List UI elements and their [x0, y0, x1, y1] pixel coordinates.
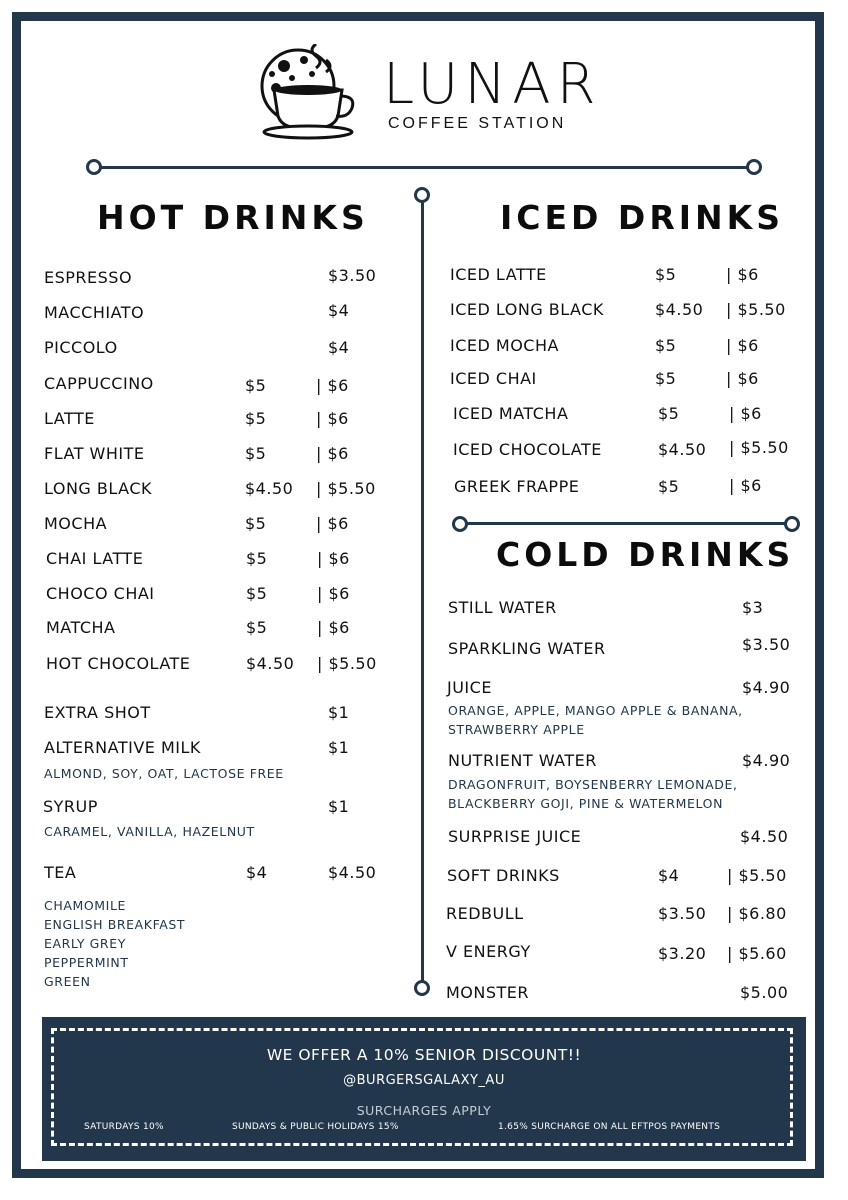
- menu-item-options: DRAGONFRUIT, BOYSENBERRY LEMONADE, BLACKBERRY GOJI, PINE & WATERMELON: [448, 777, 738, 811]
- menu-item-price: $4: [328, 338, 350, 357]
- menu-item-large-price: | $6: [729, 476, 762, 495]
- divider-dot: [452, 516, 468, 532]
- menu-item-small-price: $4: [658, 866, 680, 885]
- menu-item-name: CHOCO CHAI: [46, 584, 155, 603]
- menu-item-options: CARAMEL, VANILLA, HAZELNUT: [44, 824, 255, 839]
- menu-item-small-price: $5: [655, 265, 677, 284]
- tea-variety: GREEN: [44, 974, 91, 989]
- menu-item-small-price: $5: [245, 444, 267, 463]
- menu-item-name: CHAI LATTE: [46, 549, 144, 568]
- menu-item-options: ALMOND, SOY, OAT, LACTOSE FREE: [44, 766, 284, 781]
- menu-item-name: MACCHIATO: [44, 303, 145, 322]
- menu-item-large-price: | $6: [317, 584, 350, 603]
- menu-item-name: STILL WATER: [448, 598, 557, 617]
- menu-item-small-price: $5: [655, 336, 677, 355]
- menu-item-large-price: | $5.50: [729, 438, 789, 457]
- menu-item-name: MOCHA: [44, 514, 108, 533]
- menu-item-name: SYRUP: [43, 797, 98, 816]
- menu-item-large-price: | $6: [316, 409, 349, 428]
- menu-item-name: ALTERNATIVE MILK: [44, 738, 201, 757]
- surcharge-saturdays: SATURDAYS 10%: [84, 1122, 164, 1132]
- menu-item-large-price: | $6: [729, 404, 762, 423]
- menu-item-price: $3.50: [742, 635, 791, 654]
- menu-item-price: $3: [742, 598, 764, 617]
- menu-item-name: SURPRISE JUICE: [448, 827, 582, 846]
- menu-item-large-price: | $5.50: [317, 654, 377, 673]
- menu-item-small-price: $5: [246, 584, 268, 603]
- iced-drinks-heading: ICED DRINKS: [500, 198, 784, 237]
- divider-dot: [86, 159, 102, 175]
- brand-subtitle: COFFEE STATION: [388, 115, 567, 132]
- tea-variety: EARLY GREY: [44, 936, 126, 951]
- surcharge-title: SURCHARGES APPLY: [356, 1103, 492, 1118]
- vertical-divider: [421, 196, 424, 986]
- menu-item-small-price: $3.20: [658, 944, 707, 963]
- tea-variety: PEPPERMINT: [44, 955, 129, 970]
- menu-item-small-price: $3.50: [658, 904, 707, 923]
- top-divider: [96, 166, 754, 169]
- cold-drinks-heading: COLD DRINKS: [496, 535, 795, 574]
- menu-item-small-price: $4.50: [658, 440, 707, 459]
- menu-item-small-price: $5: [658, 477, 680, 496]
- brand-title: LUNAR: [383, 52, 602, 117]
- info-banner: [42, 1017, 806, 1161]
- menu-item-name: LATTE: [44, 409, 95, 428]
- menu-item-large-price: | $6: [316, 376, 349, 395]
- cold-divider: [464, 522, 790, 525]
- menu-item-name: ICED CHOCOLATE: [453, 440, 602, 459]
- menu-item-large-price: | $5.50: [726, 300, 786, 319]
- menu-item-name: LONG BLACK: [44, 479, 152, 498]
- menu-item-large-price: | $5.50: [316, 479, 376, 498]
- menu-item-large-price: | $6.80: [727, 904, 787, 923]
- menu-item-name: ICED MOCHA: [450, 336, 559, 355]
- menu-item-small-price: $5: [658, 404, 680, 423]
- menu-item-small-price: $4.50: [245, 479, 294, 498]
- menu-item-price: $5.00: [740, 983, 789, 1002]
- menu-item-large-price: | $5.50: [727, 866, 787, 885]
- divider-dot: [414, 980, 430, 996]
- menu-item-large-price: | $6: [726, 369, 759, 388]
- moon-coffee-cup-icon: [256, 44, 360, 140]
- tea-variety: CHAMOMILE: [44, 898, 127, 913]
- menu-item-small-price: $4: [246, 863, 268, 882]
- menu-item-small-price: $5: [245, 409, 267, 428]
- menu-item-name: HOT CHOCOLATE: [46, 654, 191, 673]
- menu-item-name: SPARKLING WATER: [448, 639, 606, 658]
- menu-item-small-price: $4.50: [246, 654, 295, 673]
- menu-item-name: GREEK FRAPPE: [454, 477, 580, 496]
- surcharge-sundays: SUNDAYS & PUBLIC HOLIDAYS 15%: [232, 1122, 399, 1132]
- menu-item-name: ESPRESSO: [44, 268, 133, 287]
- menu-item-name: V ENERGY: [446, 942, 531, 961]
- menu-item-name: ICED LONG BLACK: [450, 300, 604, 319]
- menu-item-name: ICED CHAI: [450, 369, 537, 388]
- menu-item-name: PICCOLO: [44, 338, 118, 357]
- tea-variety: ENGLISH BREAKFAST: [44, 917, 186, 932]
- menu-item-small-price: $5: [246, 549, 268, 568]
- senior-discount-text: WE OFFER A 10% SENIOR DISCOUNT!!: [266, 1046, 582, 1064]
- social-handle: @BURGERSGALAXY_AU: [343, 1073, 505, 1088]
- divider-dot: [746, 159, 762, 175]
- menu-item-price: $4.90: [742, 678, 791, 697]
- menu-item-price: $3.50: [328, 266, 377, 285]
- menu-item-large-price: $4.50: [328, 863, 377, 882]
- menu-item-large-price: | $6: [726, 265, 759, 284]
- menu-item-name: REDBULL: [446, 904, 524, 923]
- menu-item-name: MONSTER: [446, 983, 530, 1002]
- menu-item-price: $4: [328, 301, 350, 320]
- menu-item-large-price: | $6: [726, 336, 759, 355]
- menu-item-name: TEA: [44, 863, 77, 882]
- menu-item-price: $4.50: [740, 827, 789, 846]
- menu-item-small-price: $5: [245, 376, 267, 395]
- menu-item-name: EXTRA SHOT: [44, 703, 151, 722]
- menu-item-small-price: $4.50: [655, 300, 704, 319]
- menu-item-price: $1: [328, 738, 350, 757]
- menu-item-large-price: | $6: [317, 549, 350, 568]
- menu-item-price: $1: [328, 797, 350, 816]
- menu-item-large-price: | $6: [316, 514, 349, 533]
- menu-item-small-price: $5: [655, 369, 677, 388]
- divider-dot: [414, 187, 430, 203]
- menu-item-price: $4.90: [742, 751, 791, 770]
- menu-item-small-price: $5: [246, 618, 268, 637]
- menu-item-name: JUICE: [447, 678, 492, 697]
- menu-item-name: ICED MATCHA: [453, 404, 569, 423]
- menu-item-price: $1: [328, 703, 350, 722]
- menu-item-name: MATCHA: [46, 618, 116, 637]
- menu-item-large-price: | $5.60: [727, 944, 787, 963]
- menu-item-large-price: | $6: [316, 444, 349, 463]
- divider-dot: [784, 516, 800, 532]
- menu-item-name: FLAT WHITE: [44, 444, 145, 463]
- menu-item-name: NUTRIENT WATER: [448, 751, 597, 770]
- surcharge-eftpos: 1.65% SURCHARGE ON ALL EFTPOS PAYMENTS: [498, 1122, 721, 1132]
- menu-item-name: CAPPUCCINO: [44, 374, 154, 393]
- menu-item-options: ORANGE, APPLE, MANGO APPLE & BANANA, STRAWBERRY APPLE: [448, 703, 743, 737]
- menu-item-large-price: | $6: [317, 618, 350, 637]
- menu-item-name: ICED LATTE: [450, 265, 547, 284]
- menu-item-small-price: $5: [245, 514, 267, 533]
- hot-drinks-heading: HOT DRINKS: [97, 198, 369, 237]
- menu-item-name: SOFT DRINKS: [447, 866, 560, 885]
